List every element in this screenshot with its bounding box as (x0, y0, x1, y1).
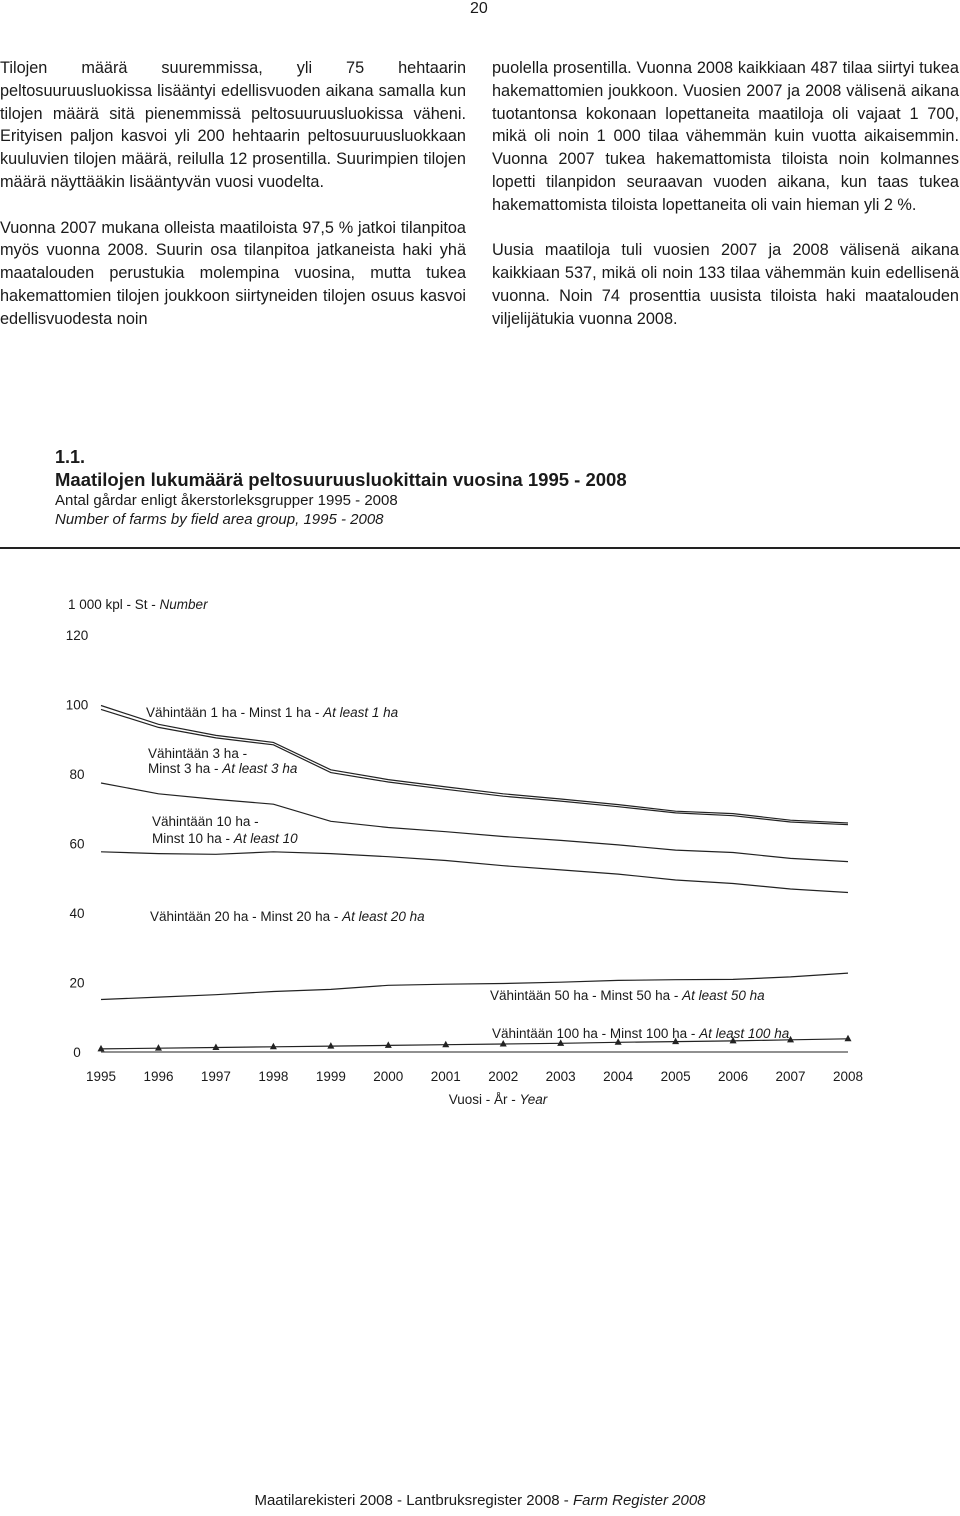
footer-text-italic: Farm Register 2008 (572, 1492, 706, 1509)
figure-divider (0, 547, 960, 549)
series-label: Vähintään 1 ha - Minst 1 ha - At least 1 ha (146, 705, 399, 720)
series-marker (442, 1041, 449, 1048)
series-marker (98, 1045, 105, 1052)
y-tick-label: 40 (69, 906, 85, 921)
figure-subtitle-english: Number of farms by field area group, 1995 - 2008 (55, 511, 384, 528)
series-marker (845, 1035, 852, 1042)
series-label: Vähintään 3 ha - (148, 746, 248, 761)
series-marker (270, 1043, 277, 1050)
x-tick-label: 2004 (603, 1069, 634, 1084)
series-label: Minst 3 ha - At least 3 ha (148, 761, 298, 776)
series-marker (385, 1041, 392, 1048)
line-chart (0, 580, 960, 1120)
y-tick-label: 20 (69, 975, 85, 991)
x-tick-label: 2005 (660, 1069, 691, 1084)
figure-title: Maatilojen lukumäärä peltosuuruusluokittain vuosina 1995 - 2008 (55, 469, 627, 490)
y-tick-label: 120 (65, 628, 89, 643)
x-tick-label: 2008 (832, 1069, 864, 1084)
x-tick-label: 1997 (200, 1069, 231, 1084)
paragraph: Tilojen määrä suuremmissa, yli 75 hehtaarin peltosuuruusluokissa lisääntyi edellisvuoden aikana samalla kun tilojen määrä sitä pienemmissä peltosuuruusluokissa väheni. Erityisen paljon kasvoi yli 200 hehtaarin peltosuuruusluokkaan kuuluvien tilojen määrä, reilulla 12 prosentilla. Suurimpien tilojen määrä näyttääkin lisääntyvän vuosi vuodelta. (0, 59, 466, 191)
y-axis-label: 1 000 kpl - St - Number (68, 597, 208, 612)
y-tick-label: 100 (65, 697, 89, 713)
x-axis-label: Vuosi - År - Year (448, 1092, 548, 1107)
series-marker (212, 1043, 219, 1050)
paragraph: Vuonna 2007 mukana olleista maatiloista 97,5 % jatkoi tilanpitoa myös vuonna 2008. Suurin osa tilanpitoa jatkaneista haki yhä maatalouden perustukia molempina vuosina, mutta tukea hakemattomien tilojen joukkoon siirtyneiden tilojen osuus kasvoi edellisvuodesta noin (0, 218, 466, 328)
text-column-right (492, 57, 959, 353)
page-number: 20 (470, 0, 488, 17)
page-footer (0, 1492, 960, 1509)
x-tick-label: 1998 (258, 1069, 289, 1084)
series-label: Vähintään 20 ha - Minst 20 ha - At least 20 ha (150, 909, 425, 924)
paragraph: Uusia maatiloja tuli vuosien 2007 ja 2008 välisenä aikana kaikkiaan 537, mikä oli noin 133 tilaa vähemmän kuin edellisenä vuonna. Noin 74 prosenttia uusista tiloista haki maatalouden viljelijätukia vuonna 2008. (492, 241, 959, 328)
footer-text: Maatilarekisteri 2008 - Lantbruksregister 2008 - (254, 1492, 573, 1509)
series-label: Vähintään 100 ha - Minst 100 ha - At least 100 ha (492, 1026, 790, 1041)
figure-caption (55, 446, 935, 529)
x-tick-label: 2006 (718, 1069, 749, 1084)
x-tick-label: 2002 (488, 1069, 519, 1084)
y-tick-label: 60 (69, 836, 85, 852)
y-tick-label: 0 (73, 1045, 81, 1060)
figure-subtitle-swedish: Antal gårdar enligt åkerstorleksgrupper 1995 - 2008 (55, 492, 398, 509)
series-label: Vähintään 10 ha - (152, 814, 259, 829)
paragraph: puolella prosentilla. Vuonna 2008 kaikkiaan 487 tilaa siirtyi tukea hakemattomien joukkoon. Vuosien 2007 ja 2008 välisenä aikana tuotantonsa kokonaan lopettaneita maatiloja oli vajaat 1 700, mikä oli noin 1 000 tilaa vähemmän kuin vuotta aikaisemmin. Vuonna 2007 tukea hakemattomista tiloista noin kolmannes lopetti tilanpidon seuraavan vuoden aikana, kun taas tukea hakemattomista tiloista lopettaneita oli vain hieman yli 2 %. (492, 59, 959, 214)
series-marker (155, 1044, 162, 1051)
text-column-left (0, 57, 466, 353)
series-line (101, 852, 848, 893)
x-tick-label: 2003 (545, 1069, 576, 1084)
figure-number: 1.1. (55, 447, 86, 467)
x-tick-label: 1996 (143, 1069, 174, 1084)
series-label: Minst 10 ha - At least 10 (152, 831, 298, 846)
series-marker (327, 1042, 334, 1049)
x-tick-label: 2007 (775, 1069, 806, 1084)
x-tick-label: 2001 (430, 1069, 461, 1084)
series-label: Vähintään 50 ha - Minst 50 ha - At least 50 ha (490, 988, 765, 1003)
x-tick-label: 1995 (85, 1069, 117, 1084)
x-tick-label: 1999 (315, 1069, 346, 1084)
x-tick-label: 2000 (373, 1069, 404, 1084)
y-tick-label: 80 (69, 767, 85, 782)
